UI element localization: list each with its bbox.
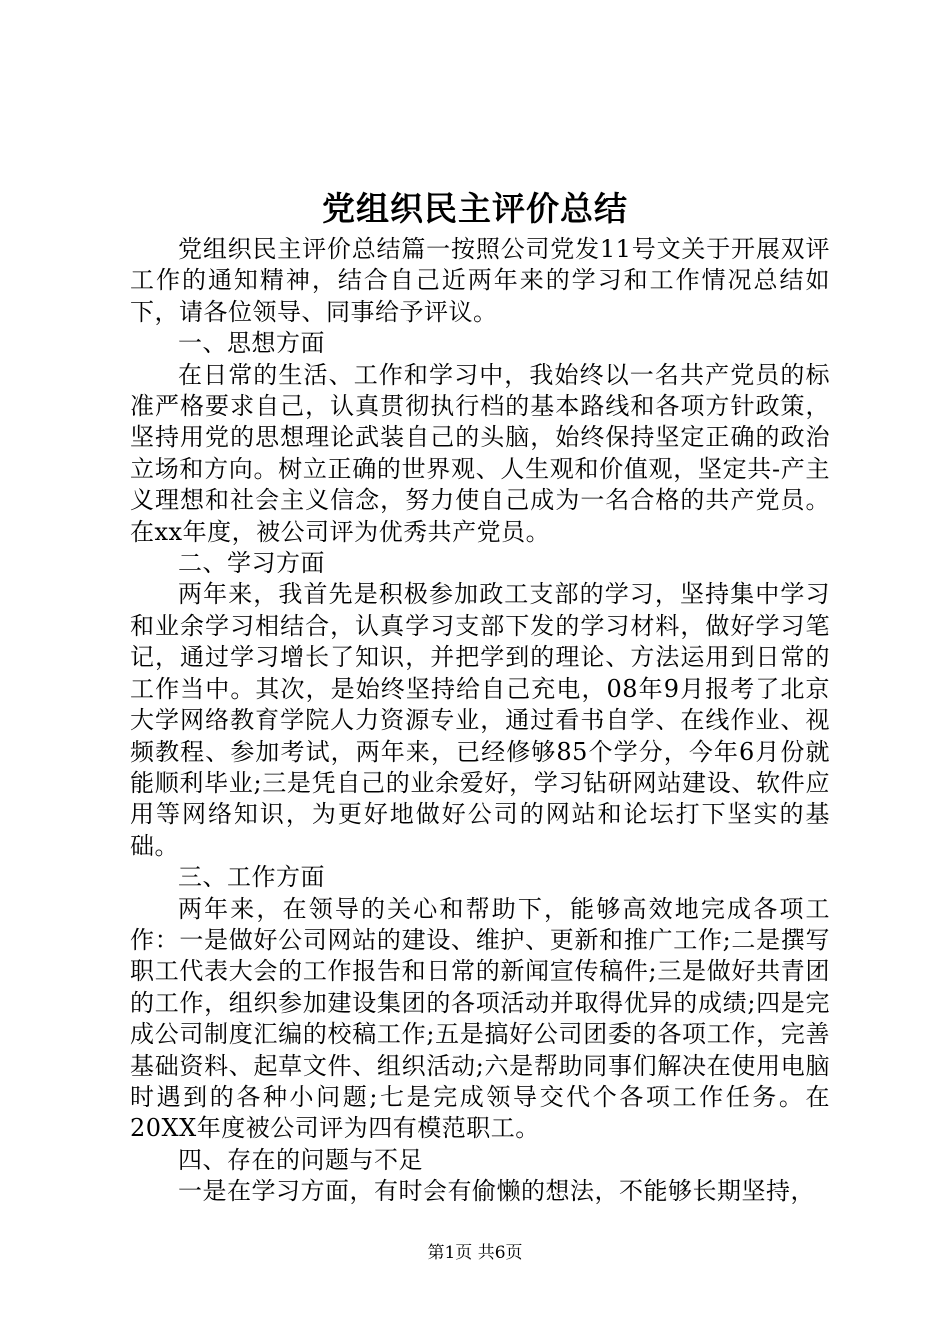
paragraph-problems: 一是在学习方面，有时会有偷懒的想法，不能够长期坚持， xyxy=(178,1177,815,1206)
document-body xyxy=(130,234,830,1208)
section-heading-work: 三、工作方面 xyxy=(178,863,325,892)
document-title: 党组织民主评价总结 xyxy=(322,189,628,228)
page-number-footer: 第1页 共6页 xyxy=(427,1243,523,1263)
section-heading-thought: 一、思想方面 xyxy=(178,329,325,358)
paragraph-study: 两年来，我首先是积极参加政工支部的学习，坚持集中学习和业余学习相结合，认真学习支部下发的学习材料，做好学习笔记，通过学习增长了知识，并把学到的理论、方法运用到日常的工作当中。其次，是始终坚持给自己充电，08年9月报考了北京大学网络教育学院人力资源专业，通过看书自学、在线作业、视频教程、参加考试，两年来，已经修够85个学分，今年6月份就能顺利毕业;三是凭自己的业余爱好，学习钻研网站建设、软件应用等网络知识，为更好地做好公司的网站和论坛打下坚实的基础。 xyxy=(130,580,830,860)
section-heading-study: 二、学习方面 xyxy=(178,549,325,578)
paragraph-intro: 党组织民主评价总结篇一按照公司党发11号文关于开展双评工作的通知精神，结合自己近两年来的学习和工作情况总结如下，请各位领导、同事给予评议。 xyxy=(130,235,830,326)
section-heading-problems: 四、存在的问题与不足 xyxy=(178,1145,423,1174)
paragraph-thought: 在日常的生活、工作和学习中，我始终以一名共产党员的标准严格要求自己，认真贯彻执行档的基本路线和各项方针政策，坚持用党的思想理论武装自己的头脑，始终保持坚定正确的政治立场和方向。树立正确的世界观、人生观和价值观，坚定共-产主义理想和社会主义信念，努力使自己成为一名合格的共产党员。在xx年度，被公司评为优秀共产党员。 xyxy=(130,360,830,546)
paragraph-work: 两年来，在领导的关心和帮助下，能够高效地完成各项工作：一是做好公司网站的建设、维护、更新和推广工作;二是撰写职工代表大会的工作报告和日常的新闻宣传稿件;三是做好共青团的工作，组织参加建设集团的各项活动并取得优异的成绩;四是完成公司制度汇编的校稿工作;五是搞好公司团委的各项工作，完善基础资料、起草文件、组织活动;六是帮助同事们解决在使用电脑时遇到的各种小问题;七是完成领导交代个各项工作任务。在20XX年度被公司评为四有模范职工。 xyxy=(130,894,830,1143)
